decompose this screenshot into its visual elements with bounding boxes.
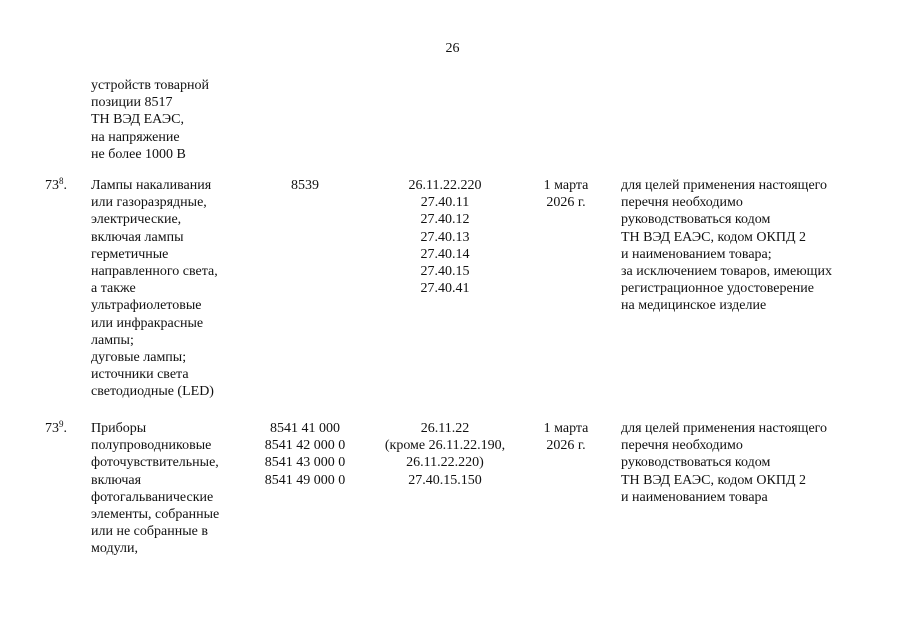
text-line: 27.40.12 — [420, 212, 470, 228]
text-line: направленного света, — [91, 264, 218, 280]
row-number-superscript: 8 — [59, 176, 64, 186]
text-line: 8539 — [291, 178, 319, 193]
text-line: 8541 41 000 — [270, 421, 340, 436]
row-number-main: 73 — [45, 178, 59, 193]
text-line: руководствоваться кодом — [621, 212, 771, 228]
text-line: полупроводниковые — [91, 438, 212, 454]
text-line: Лампы накаливания — [91, 178, 212, 193]
row-number-dot: . — [63, 178, 67, 193]
text-line: устройств товарной — [91, 78, 209, 93]
text-line: дуговые лампы; — [91, 350, 187, 366]
text-line: или не собранные в — [91, 524, 208, 540]
text-line: Приборы — [91, 421, 147, 436]
text-line: включая — [91, 472, 142, 488]
text-line: 2026 г. — [546, 195, 586, 211]
okpd-codes — [370, 420, 520, 489]
text-line: ТН ВЭД ЕАЭС, — [91, 112, 185, 128]
text-line: 26.11.22.220) — [406, 455, 484, 471]
text-line: 27.40.15 — [420, 264, 470, 280]
text-line: или газоразрядные, — [91, 195, 207, 211]
continued-product-name — [91, 77, 209, 163]
text-line: или инфракрасные — [91, 315, 204, 331]
effective-date — [530, 177, 602, 211]
text-line: для целей применения настоящего — [621, 178, 828, 193]
text-line: и наименованием товара — [621, 489, 768, 505]
text-line: 27.40.14 — [420, 246, 470, 262]
row-number-dot: . — [63, 421, 67, 436]
text-line: перечня необходимо — [621, 438, 743, 454]
text-line: ультрафиолетовые — [91, 298, 202, 314]
text-line: герметичные — [91, 246, 169, 262]
text-line: (кроме 26.11.22.190, — [384, 438, 506, 454]
text-line: включая лампы — [91, 229, 184, 245]
text-line: регистрационное удостоверение — [621, 281, 814, 297]
text-line: 27.40.11 — [420, 195, 470, 211]
text-line: за исключением товаров, имеющих — [621, 264, 832, 280]
text-line: и наименованием товара; — [621, 246, 772, 262]
text-line: источники света — [91, 367, 189, 383]
text-line: модули, — [91, 541, 138, 557]
text-line: 1 марта — [543, 178, 589, 193]
text-line: для целей применения настоящего — [621, 421, 828, 436]
text-line: фоточувствительные, — [91, 455, 219, 471]
text-line: перечня необходимо — [621, 195, 743, 211]
text-line: а также — [91, 281, 136, 297]
text-line: позиции 8517 — [91, 95, 173, 111]
text-line: фотогальванические — [91, 489, 214, 505]
text-line: на напряжение — [91, 129, 180, 145]
text-line: не более 1000 В — [91, 146, 186, 162]
text-line: 27.40.15.150 — [408, 472, 482, 488]
row-number-main: 73 — [45, 421, 59, 436]
text-line: 2026 г. — [546, 438, 586, 454]
text-line: на медицинское изделие — [621, 298, 767, 314]
page-number: 26 — [445, 41, 460, 56]
product-name — [91, 177, 218, 401]
text-line: ТН ВЭД ЕАЭС, кодом ОКПД 2 — [621, 229, 807, 245]
text-line: 26.11.22 — [420, 421, 470, 436]
text-line: электрические, — [91, 212, 182, 228]
text-line: ТН ВЭД ЕАЭС, кодом ОКПД 2 — [621, 472, 807, 488]
text-line: 8541 49 000 0 — [264, 472, 346, 488]
application-conditions — [621, 177, 832, 315]
row-number-superscript: 9 — [59, 419, 64, 429]
tnved-code — [240, 177, 370, 194]
text-line: 26.11.22.220 — [408, 178, 482, 193]
text-line: 8541 42 000 0 — [264, 438, 346, 454]
application-conditions — [621, 420, 827, 506]
text-line: руководствоваться кодом — [621, 455, 771, 471]
row-number — [45, 420, 67, 437]
text-line: лампы; — [91, 332, 134, 348]
text-line: элементы, собранные — [91, 507, 220, 523]
text-line: 8541 43 000 0 — [264, 455, 346, 471]
okpd-codes — [370, 177, 520, 297]
row-number — [45, 177, 67, 194]
effective-date — [530, 420, 602, 454]
tnved-code — [240, 420, 370, 489]
text-line: 27.40.13 — [420, 229, 470, 245]
product-name — [91, 420, 219, 558]
text-line: светодиодные (LED) — [91, 384, 214, 400]
text-line: 1 марта — [543, 421, 589, 436]
text-line: 27.40.41 — [420, 281, 470, 297]
